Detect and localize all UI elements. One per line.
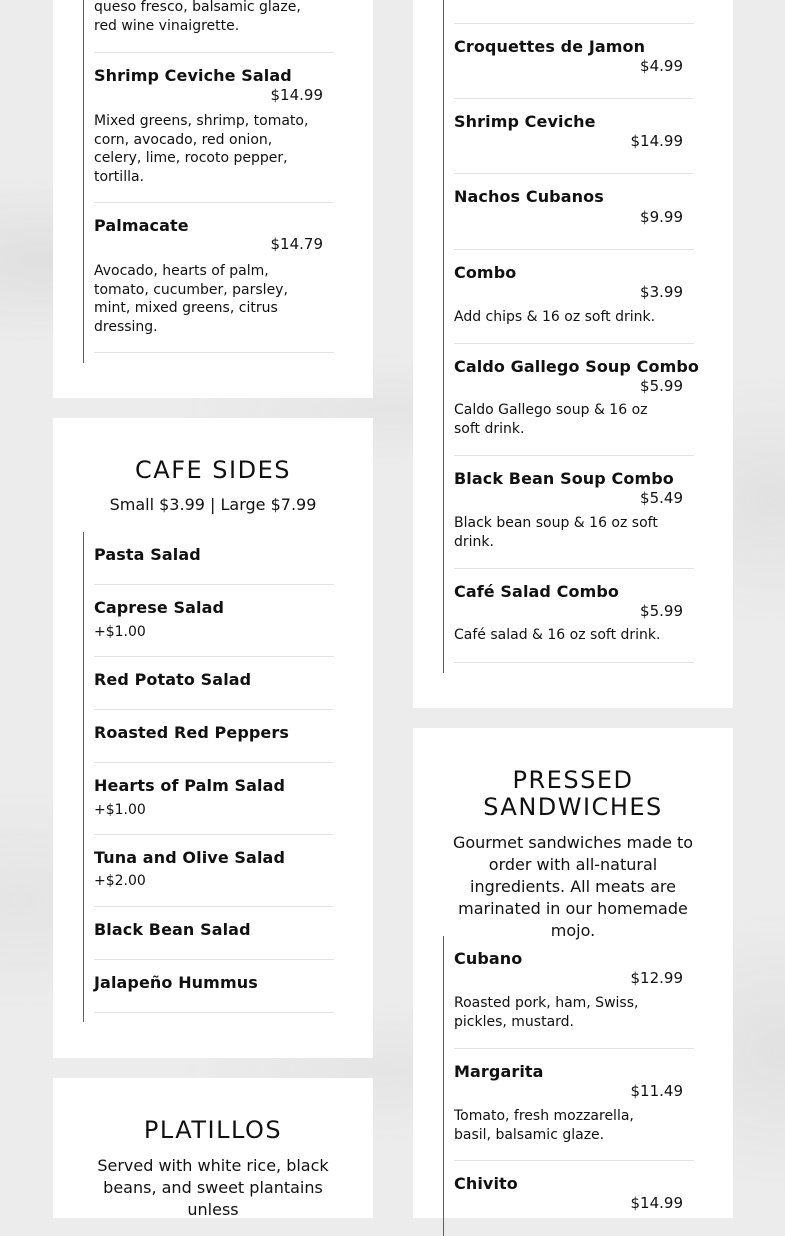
item-name: Combo bbox=[454, 263, 517, 282]
item-description: Mixed greens, shrimp, tomato, corn, avocado, red onion, celery, lime, rocoto pepper, tortilla. bbox=[94, 113, 309, 185]
platillos-card bbox=[53, 1078, 373, 1218]
section-subtitle: Small $3.99 | Large $7.99 bbox=[109, 495, 317, 514]
salads-card bbox=[53, 0, 373, 398]
menu-item-jalapeno-hummus[interactable] bbox=[94, 960, 334, 1013]
item-name: Chivito bbox=[454, 1174, 518, 1193]
item-price: $11.49 bbox=[630, 1082, 683, 1100]
item-description: Café salad & 16 oz soft drink. bbox=[454, 627, 661, 643]
menu-item-hearts-of-palm-salad[interactable] bbox=[94, 763, 334, 835]
section-description: Gourmet sandwiches made to order with all-natural ingredients. All meats are marinated in our homemade mojo. bbox=[452, 833, 694, 940]
pressed-sandwiches-card bbox=[413, 728, 733, 1218]
item-description: Black bean soup & 16 oz soft drink. bbox=[454, 515, 658, 550]
menu-item-nachos-cubanos[interactable] bbox=[454, 174, 694, 250]
item-name: Tuna and Olive Salad bbox=[94, 848, 285, 867]
item-description: Roasted pork, ham, Swiss, pickles, mustard. bbox=[454, 995, 639, 1030]
item-name: Black Bean Salad bbox=[94, 920, 251, 939]
menu-item-roasted-red-peppers[interactable] bbox=[94, 710, 334, 763]
item-price: $5.99 bbox=[640, 602, 683, 620]
item-price: $5.49 bbox=[640, 489, 683, 507]
menu-item-tuna-and-olive-salad[interactable] bbox=[94, 835, 334, 907]
item-name: Shrimp Ceviche bbox=[454, 112, 596, 131]
menu-item-cafe-salad-combo[interactable] bbox=[454, 569, 694, 663]
item-name: Margarita bbox=[454, 1062, 544, 1081]
menu-item-caldo-gallego-soup-combo[interactable] bbox=[454, 344, 699, 456]
item-name: Palmacate bbox=[94, 216, 189, 235]
item-name: Pasta Salad bbox=[94, 545, 201, 564]
menu-item-cubano[interactable] bbox=[454, 936, 694, 1049]
item-name: Nachos Cubanos bbox=[454, 187, 604, 206]
item-name: Roasted Red Peppers bbox=[94, 723, 290, 742]
item-name: Hearts of Palm Salad bbox=[94, 776, 286, 795]
item-name: Cubano bbox=[454, 949, 523, 968]
menu-item-combo[interactable] bbox=[454, 250, 694, 344]
item-name: Jalapeño Hummus bbox=[94, 973, 258, 992]
item-price: $14.99 bbox=[630, 132, 683, 150]
menu-item-croquettes-de-jamon[interactable] bbox=[454, 24, 694, 99]
item-price: $14.99 bbox=[270, 86, 323, 104]
item-price: $4.99 bbox=[640, 57, 683, 75]
item-name: Caprese Salad bbox=[94, 598, 225, 617]
menu-item-caprese-salad[interactable] bbox=[94, 585, 334, 657]
sandwich-items bbox=[443, 936, 694, 1236]
menu-item-palmacate[interactable] bbox=[94, 203, 334, 353]
section-title: PLATILLOS bbox=[143, 1116, 283, 1144]
item-price: $3.99 bbox=[640, 283, 683, 301]
menu-item-margarita[interactable] bbox=[454, 1049, 694, 1161]
item-upcharge: +$2.00 bbox=[94, 873, 146, 889]
menu-item-shrimp-ceviche-salad[interactable] bbox=[94, 53, 334, 203]
item-name: Shrimp Ceviche Salad bbox=[94, 66, 292, 85]
salad-partial bbox=[94, 0, 334, 53]
menu-item-pasta-salad[interactable] bbox=[94, 532, 334, 585]
item-price: $14.99 bbox=[630, 1194, 683, 1212]
item-price: $9.99 bbox=[640, 208, 683, 226]
item-price: $12.99 bbox=[630, 969, 683, 987]
item-upcharge: +$1.00 bbox=[94, 802, 146, 818]
item-name: Black Bean Soup Combo bbox=[454, 469, 674, 488]
item-name: Café Salad Combo bbox=[454, 582, 619, 601]
item-upcharge: +$1.00 bbox=[94, 624, 146, 640]
item-name: Red Potato Salad bbox=[94, 670, 252, 689]
menu-item-previous bbox=[454, 0, 694, 24]
section-description: Served with white rice, black beans, and sweet plantains unless bbox=[97, 1156, 329, 1219]
item-description: Avocado, hearts of palm, tomato, cucumber, parsley, mint, mixed greens, citrus dressing. bbox=[94, 263, 288, 335]
cafe-sides-card bbox=[53, 418, 373, 1058]
item-description: Add chips & 16 oz soft drink. bbox=[454, 309, 656, 325]
item-description: Tomato, fresh mozzarella, basil, balsamic glaze. bbox=[454, 1108, 634, 1143]
menu-item-red-potato-salad[interactable] bbox=[94, 657, 334, 710]
appetizers-items bbox=[443, 0, 699, 673]
item-name: Croquettes de Jamon bbox=[454, 37, 646, 56]
menu-item-black-bean-soup-combo[interactable] bbox=[454, 456, 694, 569]
cafe-sides-items bbox=[83, 532, 334, 1022]
appetizers-card bbox=[413, 0, 733, 708]
item-description: Caldo Gallego soup & 16 oz soft drink. bbox=[454, 402, 648, 437]
partial-description: queso fresco, balsamic glaze, red wine vinaigrette. bbox=[94, 0, 301, 34]
item-name: Caldo Gallego Soup Combo bbox=[454, 357, 699, 376]
section-title: PRESSED SANDWICHES bbox=[483, 766, 663, 821]
salads-items bbox=[83, 0, 334, 363]
section-title: CAFE SIDES bbox=[135, 456, 291, 484]
item-price: $5.99 bbox=[640, 377, 683, 395]
menu-item-chivito[interactable] bbox=[454, 1161, 694, 1236]
menu-item-shrimp-ceviche[interactable] bbox=[454, 99, 694, 174]
menu-item-black-bean-salad[interactable] bbox=[94, 907, 334, 960]
item-price: $14.79 bbox=[270, 235, 323, 253]
